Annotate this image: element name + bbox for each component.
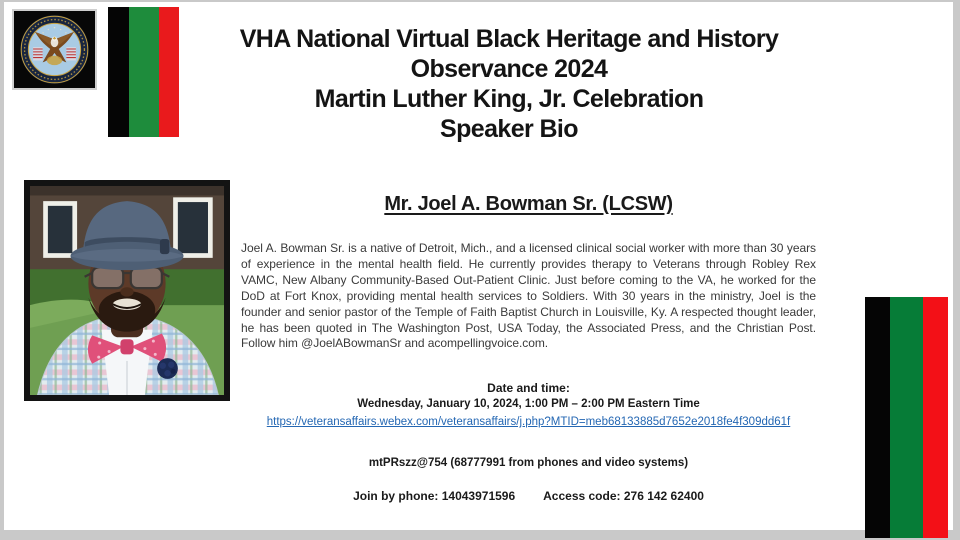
join-by-phone-value: Join by phone: 14043971596 [353,489,516,503]
speaker-photo [24,180,230,401]
flyer-page [4,2,953,530]
date-and-time-label: Date and time: [487,381,570,395]
title-line-4: Speaker Bio [440,115,578,143]
join-by-phone-line [241,489,816,503]
title-line-1: VHA National Virtual Black Heritage and History [239,25,779,53]
lapel-flower [157,358,178,379]
va-seal-icon [12,9,97,90]
event-datetime-block [241,381,816,430]
speaker-name-heading: Mr. Joel A. Bowman Sr. (LCSW) [384,193,673,215]
pan-african-stripes-bottom [865,297,948,538]
stripe-black [108,7,129,137]
title-line-3: Martin Luther King, Jr. Celebration [314,85,704,113]
meeting-password-line: mtPRszz@754 (68777991 from phones and video systems) [368,457,689,469]
speaker-portrait-graphic [30,186,224,395]
va-seal-graphic [14,11,95,88]
webex-join-link[interactable]: https://veteransaffairs.webex.com/veteransaffairs/j.php?MTID=meb68133885d7652e2018fe4f309dd61f [266,416,791,428]
access-code-value: Access code: 276 142 62400 [543,489,704,503]
stripe-red [923,297,948,538]
event-date-value: Wednesday, January 10, 2024, 1:00 PM – 2:00 PM Eastern Time [357,398,700,410]
speaker-bio-paragraph: Joel A. Bowman Sr. is a native of Detroit, Mich., and a licensed clinical social worker with more than 30 years of experience in the mental health field. He currently provides therapy to Veterans through Robley Rex VAMC, New Albany Community-Based Out-Patient Clinic. Just before coming to the VA, he worked for the DoD at Fort Knox, providing mental health services to Soldiers. With 30 years in the ministry, Joel is the founder and senior pastor of the Temple of Faith Baptist Church in Louisville, Ky. A respected thought leader, he has been quoted in The Washington Post, USA Today, the Associated Press, and the Christian Post. Follow him @JoelABowmanSr and acompellingvoice.com. [241,241,816,351]
flyer-title [154,24,864,144]
stripe-black [865,297,890,538]
title-line-2: Observance 2024 [410,55,608,83]
stripe-green [890,297,923,538]
